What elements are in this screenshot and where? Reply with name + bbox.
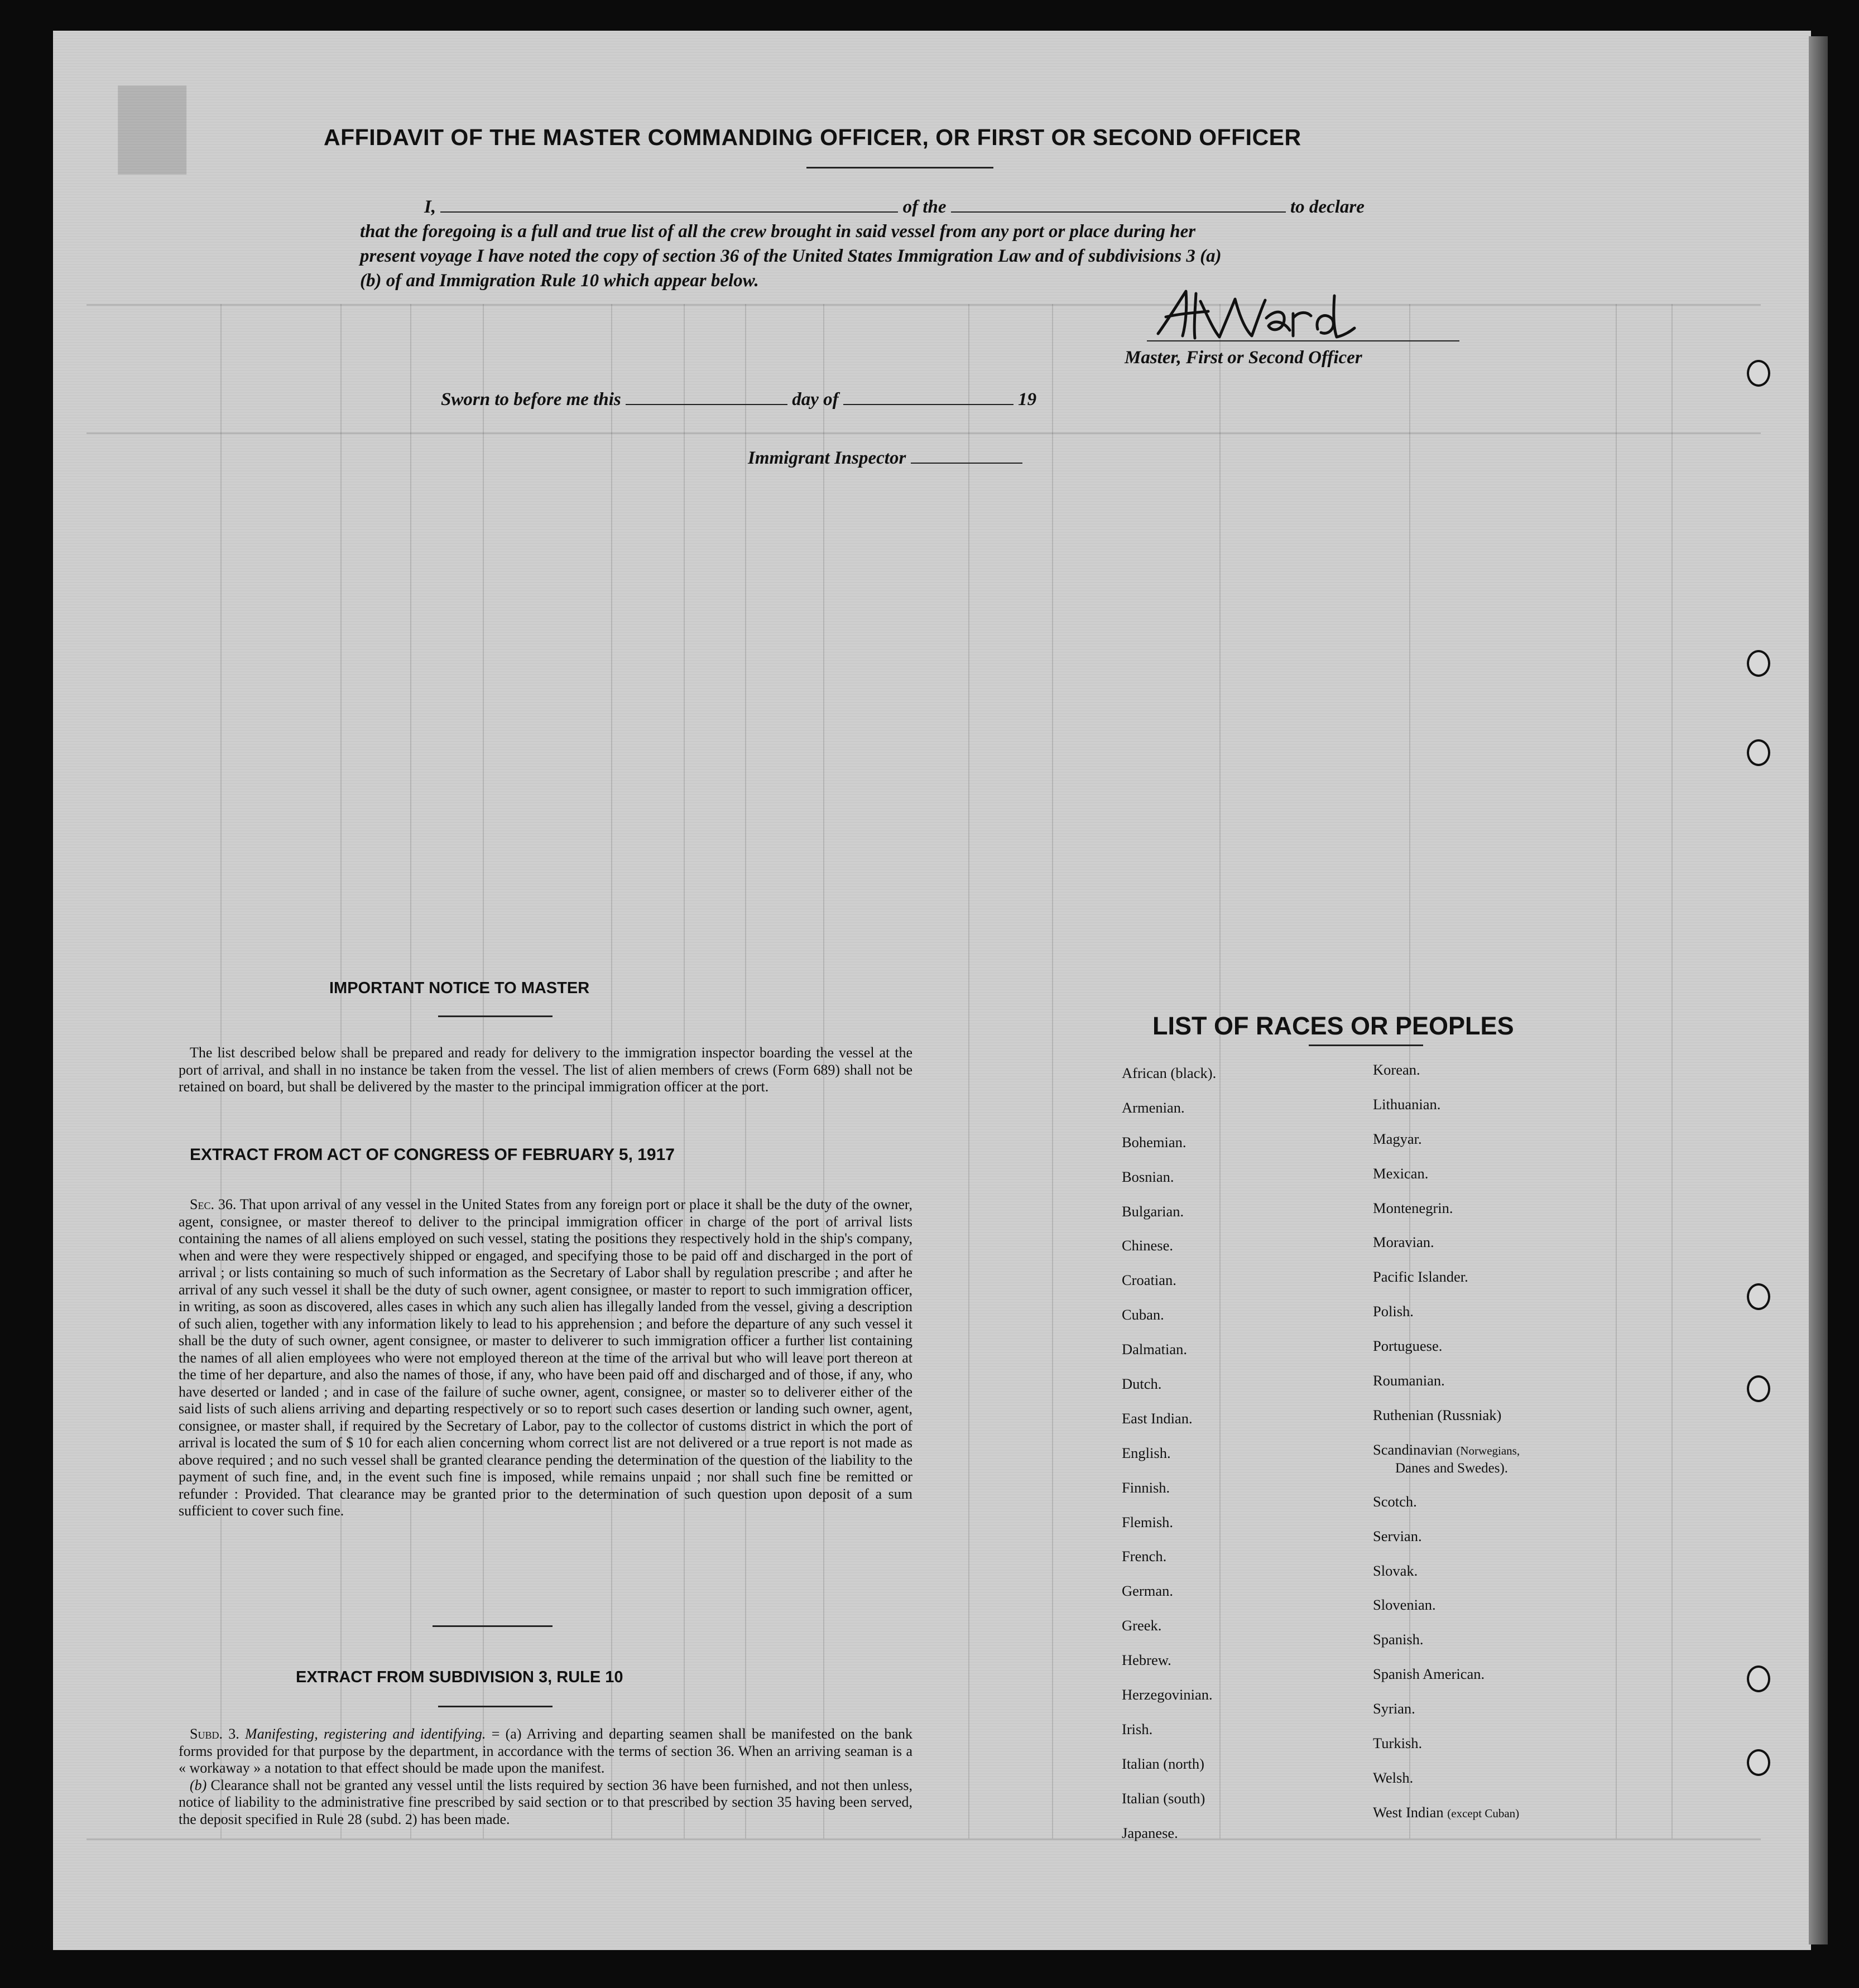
race-item: Welsh. — [1373, 1769, 1414, 1786]
race-item: Croatian. — [1122, 1272, 1176, 1289]
race-item: West Indian — [1373, 1803, 1444, 1821]
race-item: Japanese. — [1122, 1824, 1178, 1841]
race-item: Turkish. — [1373, 1735, 1423, 1752]
race-item: Armenian. — [1122, 1099, 1185, 1116]
race-item: Herzegovinian. — [1122, 1686, 1213, 1703]
year-label: 19 — [1018, 389, 1037, 410]
affidavit-name-blank — [440, 211, 898, 213]
act-extract-text — [179, 1196, 912, 1520]
race-item: Italian (north) — [1122, 1755, 1204, 1772]
races-heading: LIST OF RACES OR PEOPLES — [1152, 1012, 1514, 1040]
affidavit-to-declare-label: to declare — [1290, 197, 1365, 217]
punch-hole — [1747, 739, 1770, 766]
race-item: Pacific Islander. — [1373, 1268, 1468, 1286]
master-signature — [1147, 285, 1381, 346]
races-heading-rule — [1309, 1044, 1423, 1046]
race-item: Magyar. — [1373, 1130, 1422, 1147]
punch-hole — [1747, 360, 1770, 387]
inspector-line — [748, 448, 1022, 469]
race-item: Chinese. — [1122, 1237, 1173, 1254]
signature-line — [1147, 340, 1459, 341]
race-item: Bohemian. — [1122, 1133, 1187, 1151]
race-item: Flemish. — [1122, 1513, 1174, 1530]
day-of-label: day of — [792, 389, 839, 410]
rule-extract-heading-rule — [438, 1706, 553, 1707]
affidavit-vessel-blank — [951, 211, 1286, 213]
race-item: Cuban. — [1122, 1306, 1164, 1323]
signer-label: Master, First or Second Officer — [1125, 348, 1362, 368]
rule-subd-label: Subd. 3. — [190, 1726, 239, 1742]
notice-heading: IMPORTANT NOTICE TO MASTER — [329, 979, 590, 997]
race-item: German. — [1122, 1582, 1173, 1600]
race-item: Irish. — [1122, 1720, 1153, 1737]
race-item: East Indian. — [1122, 1409, 1193, 1427]
affidavit-line-1 — [424, 197, 1365, 218]
race-item: Roumanian. — [1373, 1372, 1445, 1389]
race-item: Slovak. — [1373, 1562, 1418, 1579]
rule-paragraph-b — [179, 1777, 912, 1828]
ghost-bleed-mark: ▇ — [120, 76, 185, 170]
race-note: Danes and Swedes). — [1395, 1460, 1509, 1476]
rule-extract-heading: EXTRACT FROM SUBDIVISION 3, RULE 10 — [296, 1668, 623, 1686]
race-item: Lithuanian. — [1373, 1095, 1441, 1113]
sworn-month-blank — [843, 404, 1013, 405]
affidavit-line-4: (b) of and Immigration Rule 10 which appear below. — [360, 271, 759, 291]
ghost-column-line — [1052, 304, 1053, 1838]
race-item: Italian (south) — [1122, 1789, 1205, 1807]
race-item: Moravian. — [1373, 1234, 1434, 1251]
race-item: French. — [1122, 1548, 1167, 1565]
affidavit-line-2: that the foregoing is a full and true list of all the crew brought in said vessel from any port or place during her — [360, 222, 1196, 242]
page-title: AFFIDAVIT OF THE MASTER COMMANDING OFFICER, OR FIRST OR SECOND OFFICER — [324, 124, 1301, 150]
notice-paragraph: The list described below shall be prepared and ready for delivery to the immigration inspector boarding the vessel at the port of arrival, and shall in no instance be taken from the vessel. The list of alien members of crews (Form 689) shall not be retained on board, but shall be delivered by the master to the principal immigration officer at the port. — [179, 1044, 912, 1095]
race-item: Scotch. — [1373, 1493, 1417, 1510]
punch-hole — [1747, 650, 1770, 677]
inspector-label: Immigrant Inspector — [748, 448, 906, 468]
rule-extract-text — [179, 1726, 912, 1828]
title-underline — [806, 167, 993, 169]
document-page — [53, 31, 1811, 1950]
act-extract-paragraph — [179, 1196, 912, 1520]
punch-hole — [1747, 1666, 1770, 1692]
sworn-line — [441, 389, 1036, 410]
race-item: Finnish. — [1122, 1479, 1170, 1496]
race-item: Polish. — [1373, 1303, 1414, 1320]
race-item: Slovenian. — [1373, 1596, 1436, 1614]
race-item: Bosnian. — [1122, 1168, 1174, 1185]
rule-para-b-text: Clearance shall not be granted any vessel until the lists required by section 36 have been furnished, and not then unless, notice of liability to the administrative fine prescribed by said section or to that prescribed by section 35 having been served, the deposit specified in Rule 28 (subd. 2) has been made. — [179, 1777, 913, 1827]
race-item: Servian. — [1373, 1527, 1422, 1544]
affidavit-of-the-label: of the — [902, 197, 947, 217]
act-section-label: Sec. 36. — [190, 1196, 237, 1212]
notice-heading-rule — [438, 1015, 553, 1017]
race-item: Mexican. — [1373, 1164, 1429, 1182]
race-item: Scandinavian — [1373, 1441, 1453, 1458]
race-item: Dutch. — [1122, 1375, 1162, 1393]
ghost-column-line — [1616, 304, 1617, 1838]
affidavit-line-3: present voyage I have noted the copy of section 36 of the United States Immigration Law and of subdivisions 3 (a) — [360, 246, 1222, 266]
sworn-day-blank — [626, 404, 787, 405]
race-item: Bulgarian. — [1122, 1202, 1184, 1220]
races-right-column — [1373, 1061, 1520, 1838]
ghost-rule — [87, 304, 1761, 306]
punch-hole — [1747, 1375, 1770, 1402]
races-left-column — [1122, 1065, 1216, 1859]
race-item: Greek. — [1122, 1617, 1162, 1634]
race-item: Syrian. — [1373, 1700, 1415, 1717]
rule-para-a-text: = (a) Arriving and departing seamen shall be manifested on the bank forms provided for that purpose by the department, in accordance with the terms of section 36. When an arriving seaman is a « workaway » a notation to that effect should be made upon the manifest. — [179, 1726, 913, 1776]
rule-paragraph-a — [179, 1726, 912, 1777]
race-item-scandinavian — [1373, 1441, 1520, 1493]
ghost-column-line — [1671, 304, 1673, 1838]
inspector-blank — [911, 463, 1022, 464]
ghost-column-line — [968, 304, 969, 1838]
race-item: Spanish American. — [1373, 1666, 1485, 1683]
punch-hole — [1747, 1749, 1770, 1776]
ghost-column-line — [1219, 304, 1221, 1838]
race-item: Ruthenian (Russniak) — [1373, 1406, 1502, 1423]
race-item: Montenegrin. — [1373, 1199, 1453, 1216]
race-item: Spanish. — [1373, 1631, 1424, 1648]
race-item: English. — [1122, 1444, 1171, 1461]
act-extract-end-rule — [433, 1625, 553, 1627]
affidavit-i-label: I, — [424, 197, 436, 217]
rule-subd-title: Manifesting, registering and identifying. — [245, 1726, 486, 1742]
race-item: Dalmatian. — [1122, 1341, 1187, 1358]
race-note: (except Cuban) — [1447, 1806, 1520, 1820]
race-note: (Norwegians, — [1456, 1443, 1520, 1457]
race-item: Portuguese. — [1373, 1337, 1443, 1355]
race-item: Korean. — [1373, 1061, 1420, 1078]
punch-hole — [1747, 1283, 1770, 1310]
ghost-rule — [87, 432, 1761, 434]
race-item: Hebrew. — [1122, 1652, 1171, 1669]
notice-text — [179, 1044, 912, 1096]
act-section-text: That upon arrival of any vessel in the United States from any foreign port or place it shall be the duty of the owner, agent, consignee, or master thereof to deliver to the principal immigration officer in charge of the port of arrival lists containing the names of all aliens employed on such vessel, stating the positions they respectively hold in the ship's company, when and were they were respectively shipped or engaged, and specifying those to be paid off and discharged in the port of arrival ; or lists containing so much of such information as the Secretary of Labor shall by regulation prescribe ; and after he arrival of any such vessel it shall be the duty of such owner, agent consignee, or master to report to such immigration officer, in writing, as soon as discovered, alles cases in which any such alien has illegally landed from the vessel, giving a description of such alien, together with any information likely to lead to his apprehension ; and before the departure of any such vessel it shall be the duty of such owner, agent consignee, or master to deliverer to such immigration officer a further list containing the names of all alien employees who were not employed thereon at the time of the arrival but who will leave port thereon at the time of her departure, and also the names of those, if any, who have been paid off and discharged and of those, if any, who have deserted or landed ; and in case of the failure of suche owner, agent, consignee, or master so to deliverer either of the said lists of such aliens arriving and departing respectively or so to report such cases desertion or landing such owner, agent, consignee, or master shall, if required by the Secretary of Labor, pay to the collector of customs district in which the port of arrival is located the sum of $ 10 for each alien concerning whom correct list are not delivered or a true report is not made as above required ; and no such vessel shall be granted clearance pending the determination of the question of the liability to the payment of such fine, and, in the event such fine is imposed, while remains unpaid ; nor shall such fine be remitted or refunder : Provided. That clearance may be granted prior to the determination of such question upon deposit of a sum sufficient to cover such fine. — [179, 1196, 912, 1519]
ghost-rule — [87, 1838, 1761, 1840]
sworn-label: Sworn to before me this — [441, 389, 621, 410]
race-item-west-indian — [1373, 1804, 1520, 1838]
race-item: African (black). — [1122, 1065, 1217, 1081]
act-extract-heading: EXTRACT FROM ACT OF CONGRESS OF FEBRUARY 5, 1917 — [190, 1145, 675, 1164]
rule-para-b-label: (b) — [190, 1777, 207, 1793]
